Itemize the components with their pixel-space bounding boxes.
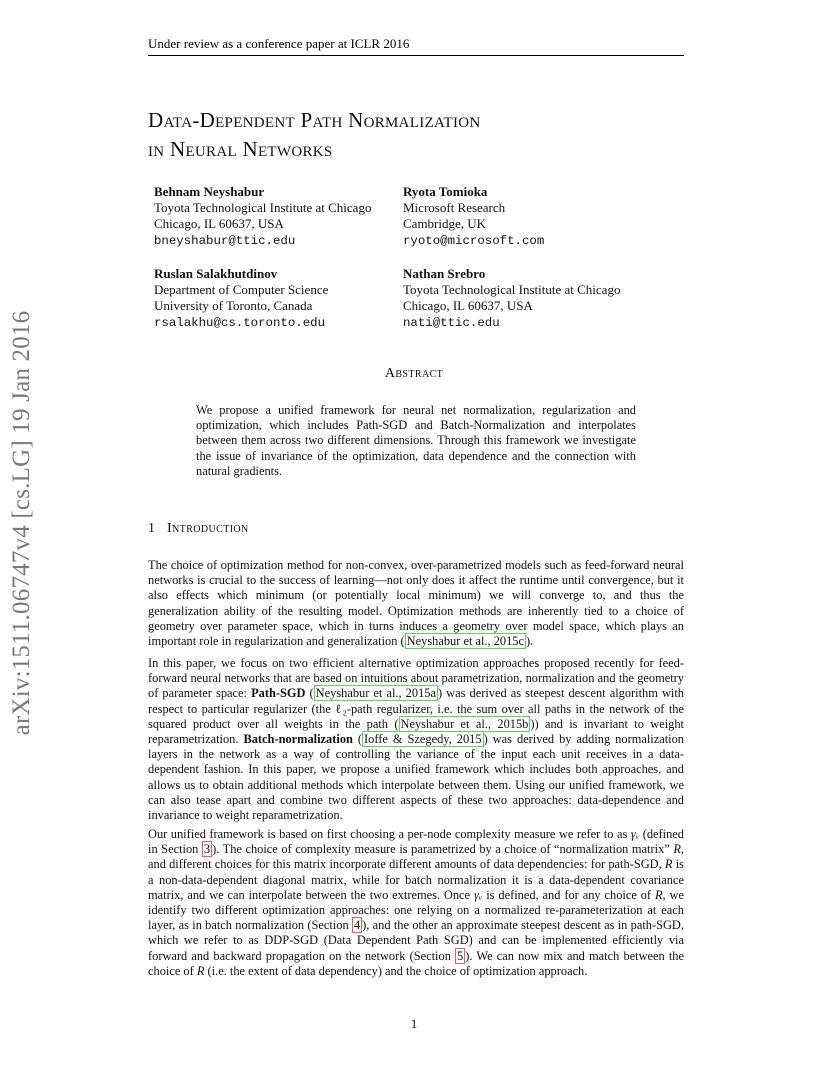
math-symbol: γᵥ [473,887,483,902]
math-symbol: R [654,887,663,902]
author-email[interactable]: nati@ttic.edu [403,315,500,330]
section-number: 1 [148,521,155,536]
section-ref-link[interactable]: 5 [457,948,464,963]
author-block [154,184,371,249]
method-name: Batch-normalization [243,732,353,747]
page-number: 1 [410,1016,418,1031]
author-block [403,184,544,249]
author-address: Chicago, IL 60637, USA [403,298,533,314]
author-affiliation: Toyota Technological Institute at Chicago [403,282,621,298]
arxiv-id-stamp: arXiv:1511.06747v4 [cs.LG] 19 Jan 2016 [8,310,35,736]
author-email[interactable]: rsalakhu@cs.toronto.edu [154,315,326,330]
paragraph-text: is defined, and for any choice of [482,887,655,902]
paper-title [148,106,688,164]
title-line-1: Data-Dependent Path Normalization [148,108,481,132]
citation-link[interactable]: Neyshabur et al., 2015a [315,686,436,701]
author-affiliation: Department of Computer Science [154,282,329,298]
paragraph-text: is a non-data-dependent diagonal matrix, while for batch normalization it is a data-dependent covariance matrix, and we can interpolate between the two extremes. Once [148,857,684,902]
intro-paragraph-3 [148,827,684,979]
author-affiliation: Toyota Technological Institute at Chicago [154,200,372,216]
author-affiliation: Microsoft Research [403,200,506,216]
paragraph-text: ). The choice of complexity measure is parametrized by a choice of “normalization matrix” [212,842,674,857]
paragraph-text: )) and is invariant to weight reparametrization. [148,716,685,747]
arxiv-sidebar [0,288,44,758]
author-address: Chicago, IL 60637, USA [154,216,284,232]
math-symbol: R [664,857,673,872]
title-line-2: in Neural Networks [148,137,333,161]
paragraph-text: , we identify two different optimization approaches: one relying on a normalized re-parameterization at each layer, as in batch normalization (Section [148,887,684,933]
header-rule [148,55,684,56]
abstract-heading: Abstract [384,366,444,381]
section-title: Introduction [167,521,249,536]
paragraph-text: ). [526,634,534,649]
math-symbol: R [196,963,205,978]
author-block [403,266,620,331]
author-name: Behnam Neyshabur [154,184,265,199]
paragraph-text: ). We can now mix and match between the choice of [148,948,685,978]
math-symbol: γᵥ [630,827,640,841]
paragraph-text: (i.e. the extent of data dependency) and the choice of optimization approach. [204,963,588,978]
citation-link[interactable]: Neyshabur et al., 2015b [400,716,529,731]
author-name: Ryota Tomioka [403,184,488,199]
citation-link[interactable]: Neyshabur et al., 2015c [406,634,525,649]
section-heading [148,521,249,537]
author-address: University of Toronto, Canada [154,298,313,314]
intro-paragraph-1 [148,558,684,649]
author-block [154,266,328,331]
citation-link[interactable]: Ioffe & Szegedy, 2015 [364,732,482,747]
author-name: Nathan Srebro [403,266,486,281]
intro-paragraph-2 [148,656,684,823]
paragraph-text: , and different choices for this matrix incorporate different amounts of data dependencies: for path-SGD, [148,842,684,872]
paragraph-text: ) was derived by adding normalization layers in the network as a way of controlling the variance of the input each unit receives in a data-dependent fashion. In this paper, we propose a unified framework which includes both approaches, and allows us to obtain additional methods which interpolate between them. Using our unified framework, we can also tease apart and combine two different aspects of these two approaches: data-dependence and invariance to weight reparametrization. [148,732,684,823]
section-ref-link[interactable]: 4 [353,918,361,933]
paragraph-text: ), and the other an approximate steepest descent as in path-SGD, which we refer to as DDP-SGD (Data Dependent Path SGD) and can be implemented efficiently via forward and backward propagation on the network (Section [148,918,684,963]
math-symbol: R [673,842,681,857]
paragraph-text: ( [305,686,314,701]
paragraph-text: Our unified framework is based on first choosing a per-node complexity measure we refer to as [148,827,631,841]
abstract-body: We propose a unified framework for neural net normalization, regularization and optimization, which includes Path-SGD and Batch-Normalization and interpolates between them across two different dimensions. Through this framework we investigate the issue of invariance of the optimization, data dependence and the connection with natural gradients. [196,403,636,478]
paragraph-text: In this paper, we focus on two efficient alternative optimization approaches proposed recently for feed-forward neural networks that are based on intuitions about parametrization, normalization and the geometry of parameter space: [148,656,684,701]
author-email[interactable]: bneyshabur@ttic.edu [154,233,296,248]
author-name: Ruslan Salakhutdinov [154,266,278,281]
author-email[interactable]: ryoto@microsoft.com [403,233,545,248]
paragraph-text: ) was derived as steepest descent algorithm with respect to particular regularizer (the ℓ₂-path regularizer, i.e. the sum over all paths in the network of the squared product over all weights in the path ( [148,686,684,731]
section-ref-link[interactable]: 3 [203,842,211,857]
running-header: Under review as a conference paper at ICLR 2016 [148,36,410,51]
paragraph-text: ( [352,732,363,747]
method-name: Path-SGD [251,686,306,701]
paragraph-text: (defined in Section [148,827,684,857]
paragraph-text: The choice of optimization method for non-convex, over-parametrized models such as feed-forward neural networks is crucial to the success of learning—not only does it affect the runtime until convergence, but it also effects which minimum (or potentially local minimum) we will converge to, and thus the generalization ability of the resulting model. Optimization methods are inherently tied to a choice of geometry over parameter space, which in turns induces a geometry over model space, which plays an important role in regularization and generalization ( [148,558,684,649]
author-address: Cambridge, UK [403,216,487,232]
